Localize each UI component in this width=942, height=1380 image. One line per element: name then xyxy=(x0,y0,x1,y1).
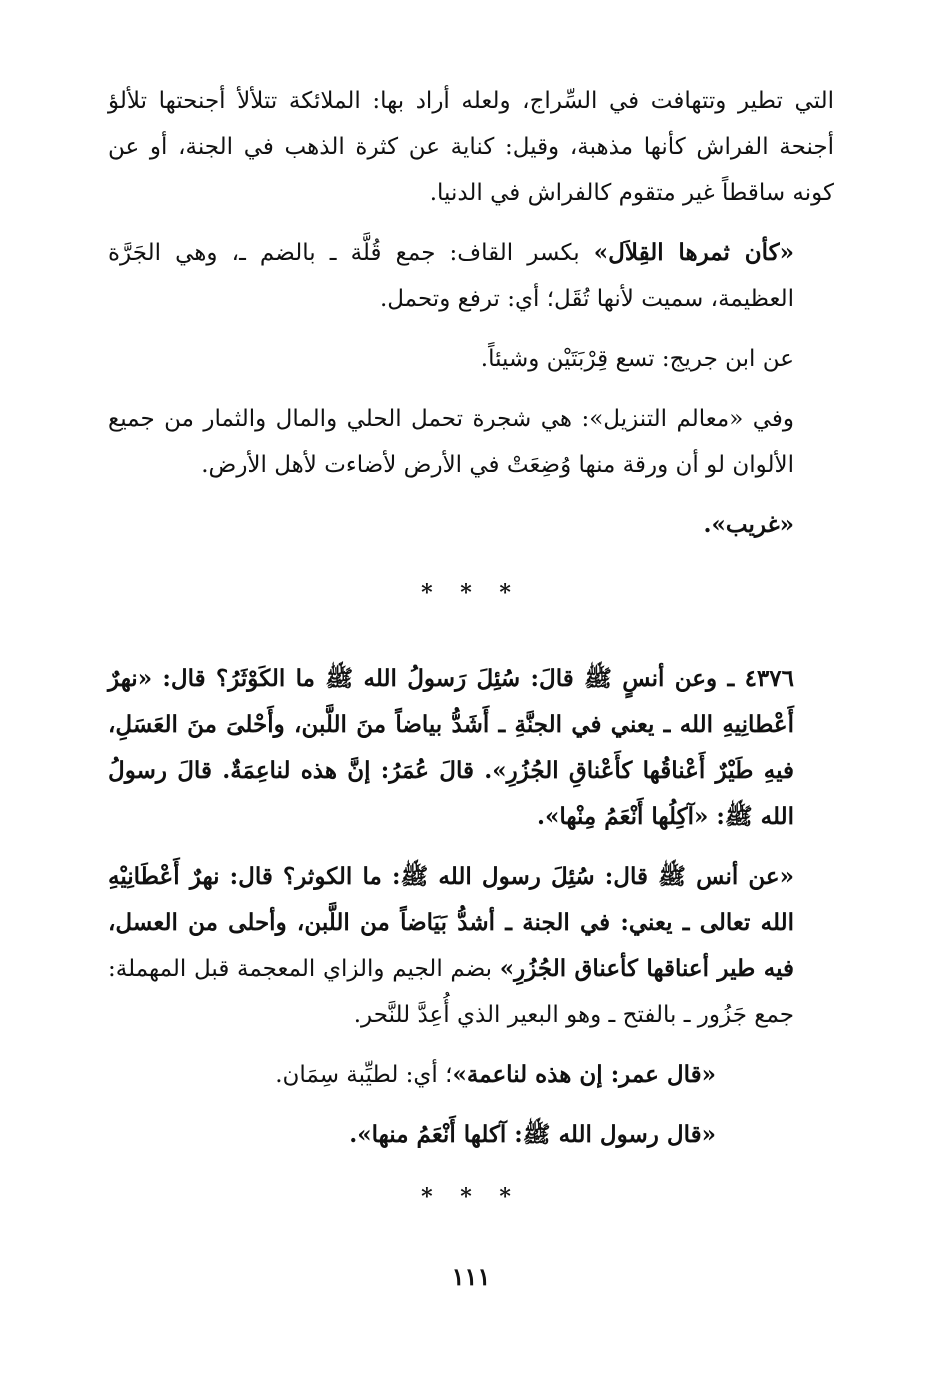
section-separator: * * * xyxy=(421,580,521,606)
paragraph-grade: «غريب». xyxy=(703,511,794,538)
quoted-phrase: «كأن ثمرها القِلاَل» xyxy=(593,239,795,266)
commentary-text: ؛ أي: لطيِّبة سِمَان. xyxy=(275,1062,453,1088)
commentary-text: بكسر القاف: جمع قُلَّة ـ بالضم ـ، وهي الجَرَّة العظيمة، سميت لأنها تُقَل؛ أي: ترفع وتحمل. xyxy=(108,240,794,312)
paragraph-commentary-3: عن ابن جريج: تسع قِرْبَتَيْن وشيئاً. xyxy=(480,346,794,372)
section-separator-end: * * * xyxy=(421,1184,521,1210)
quoted-phrase: «عن أنس ﷺ قال: سُئِلَ رسول الله ﷺ: ما الكوثر؟ قال: نهرٌ أَعْطَانِيْهِ الله تعالى ـ يعني: في الجنة ـ أشدُّ بَيَاضاً من اللَّبن، وأحلى من العسل، فيه طير أعناقها كأعناق الجُزُرِ» xyxy=(108,863,794,982)
page-body xyxy=(108,78,834,1220)
paragraph-commentary-5 xyxy=(108,854,834,1038)
paragraph-commentary-4: وفي «معالم التنزيل»: هي شجرة تحمل الحلي والمال والثمار من جميع الألوان لو أن ورقة منها وُضِعَتْ في الأرض لأضاءت لأهل الأرض. xyxy=(108,406,794,478)
paragraph-commentary-6 xyxy=(108,1052,834,1098)
paragraph-commentary-2 xyxy=(108,230,834,322)
quoted-phrase: «قال عمر: إن هذه لناعمة» xyxy=(452,1061,716,1088)
page-number: ١١١ xyxy=(451,1262,491,1291)
commentary-text: بضم الجيم والزاي المعجمة قبل المهملة: جمع جَزُور ـ بالفتح ـ وهو البعير الذي أُعِدَّ للنَّحر. xyxy=(108,956,794,1028)
paragraph-commentary-1: التي تطير وتتهافت في السِّراج، ولعله أراد بها: الملائكة تتلألأ أجنحتها تلألؤ أجنحة الفراش كأنها مذهبة، وقيل: كناية عن كثرة الذهب في الجنة، أو عن كونه ساقطاً غير متقوم كالفراش في الدنيا. xyxy=(108,88,834,206)
paragraph-commentary-7: «قال رسول الله ﷺ: آكلها أَنْعَمُ منها». xyxy=(349,1121,716,1148)
hadith-text: ٤٣٧٦ ـ وعن أنسٍ ﷺ قالَ: سُئِلَ رَسولُ الله ﷺ ما الكَوْثَرُ؟ قال: «نهرٌ أَعْطانِيهِ الله ـ يعني في الجنَّةِ ـ أَشَدُّ بياضاً منَ اللَّبن، وأَحْلىَ منَ العَسَلِ، فيهِ طَيْرٌ أَعْناقُها كأَعْناقِ الجُزُرِ». قالَ عُمَرُ: إنَّ هذه لناعِمَةٌ. قالَ رسولُ الله ﷺ: «آكِلُها أَنْعَمُ مِنْها». xyxy=(108,665,794,830)
